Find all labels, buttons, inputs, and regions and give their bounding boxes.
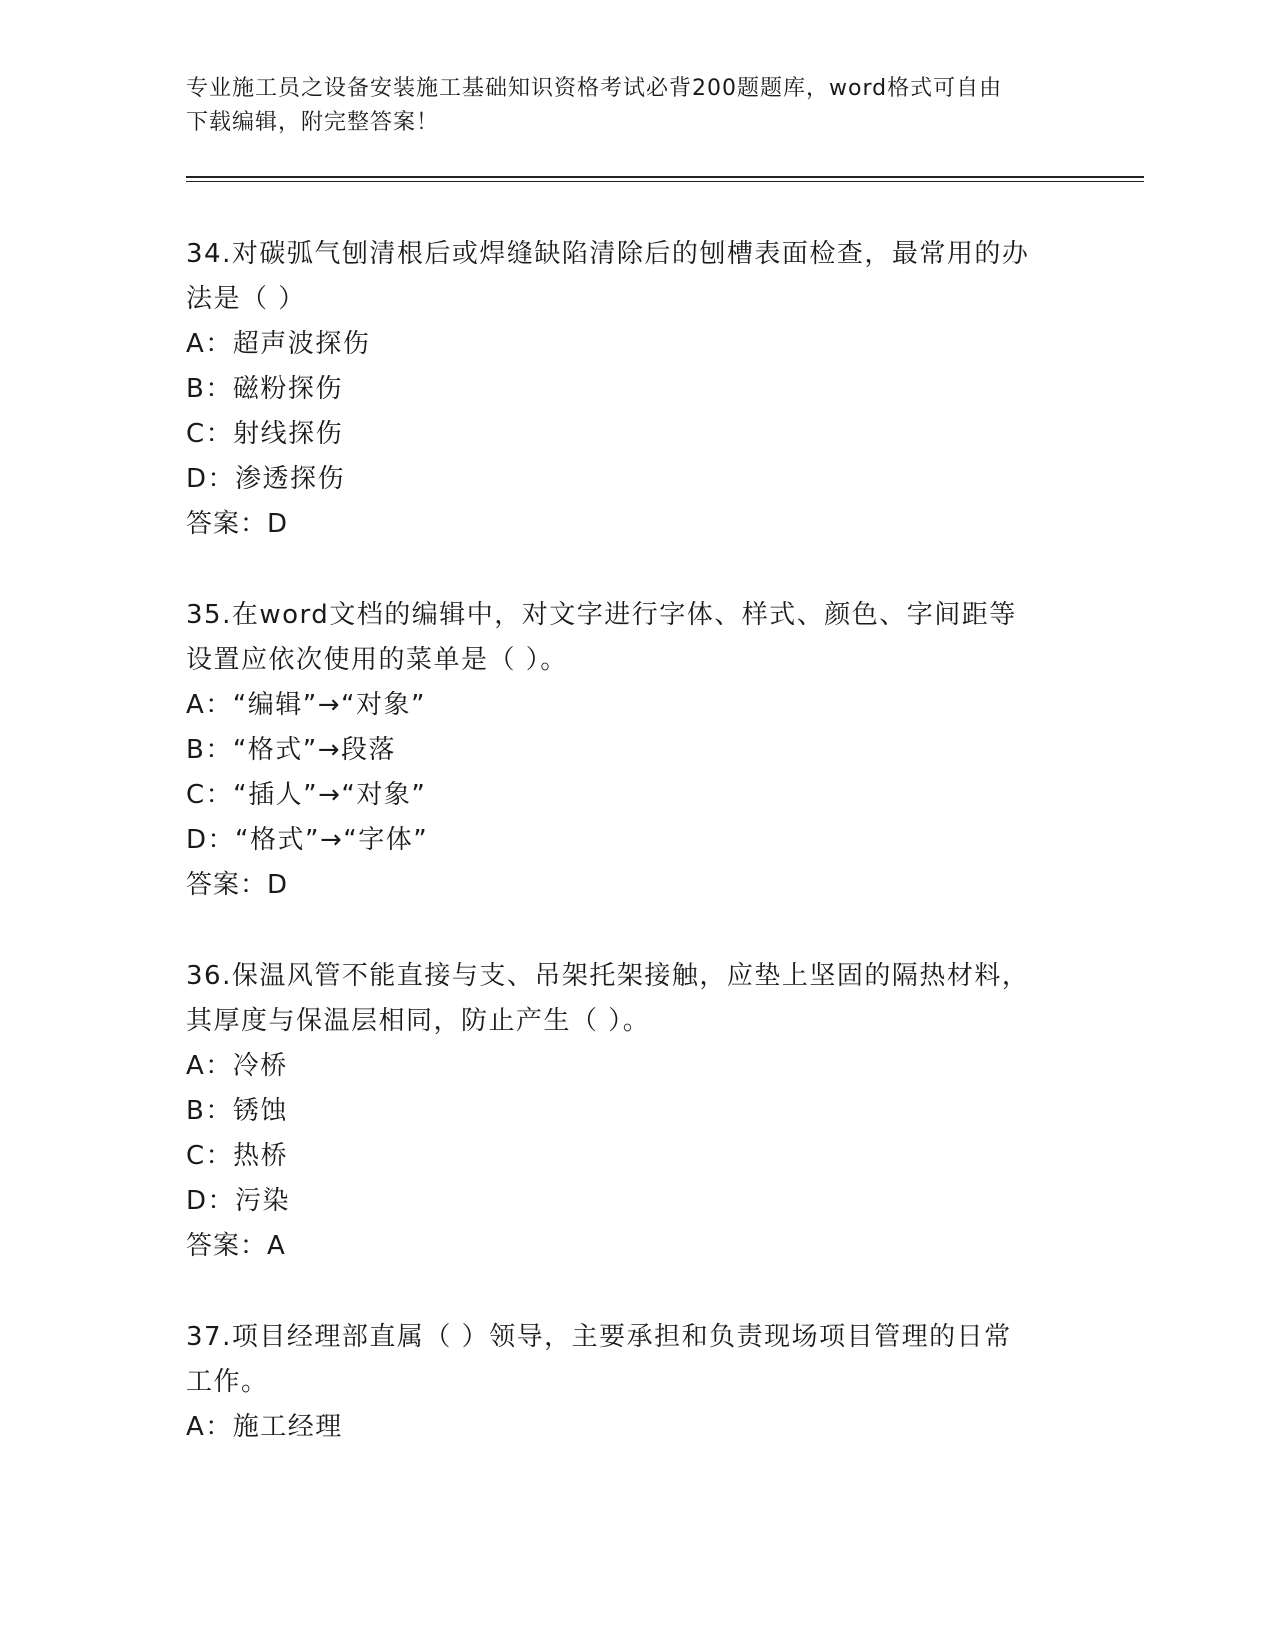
- option-c: C：射线探伤: [186, 419, 344, 449]
- question-34: [186, 232, 1086, 547]
- option-d: D：污染: [186, 1186, 291, 1216]
- question-text-line-2: 法是（ ）: [186, 284, 306, 314]
- option-d: D：渗透探伤: [186, 464, 346, 494]
- option-c: C：热桥: [186, 1141, 289, 1171]
- option-a: A：施工经理: [186, 1412, 343, 1442]
- option-b: B：锈蚀: [186, 1096, 288, 1126]
- option-d: D：“格式”→“字体”: [186, 825, 429, 855]
- option-b: B：“格式”→段落: [186, 735, 397, 765]
- header-line-1: 专业施工员之设备安装施工基础知识资格考试必背200题题库，word格式可自由: [186, 76, 1003, 101]
- question-text-line-1: 34.对碳弧气刨清根后或焊缝缺陷清除后的刨槽表面检查，最常用的办: [186, 239, 1030, 269]
- question-text-line-2: 其厚度与保温层相同，防止产生（ ）。: [186, 1006, 651, 1036]
- answer-text: 答案：A: [186, 1231, 286, 1261]
- header-line-2: 下载编辑，附完整答案！: [186, 110, 440, 135]
- question-list: [186, 232, 1086, 1496]
- option-a: A：冷桥: [186, 1051, 288, 1081]
- document-header: [186, 72, 1066, 140]
- question-text-line-1: 35.在word文档的编辑中，对文字进行字体、样式、颜色、字间距等: [186, 600, 1017, 630]
- answer-text: 答案：D: [186, 509, 289, 539]
- header-divider-thin: [186, 181, 1144, 182]
- option-a: A：超声波探伤: [186, 329, 371, 359]
- question-36: [186, 954, 1086, 1269]
- answer-text: 答案：D: [186, 870, 289, 900]
- question-text-line-1: 36.保温风管不能直接与支、吊架托架接触，应垫上坚固的隔热材料，: [186, 961, 1030, 991]
- question-37: [186, 1315, 1086, 1450]
- question-text-line-2: 设置应依次使用的菜单是（ ）。: [186, 645, 568, 675]
- option-b: B：磁粉探伤: [186, 374, 343, 404]
- question-text-line-2: 工作。: [186, 1367, 269, 1397]
- question-35: [186, 593, 1086, 908]
- question-text-line-1: 37.项目经理部直属（ ）领导，主要承担和负责现场项目管理的日常: [186, 1322, 1012, 1352]
- option-a: A：“编辑”→“对象”: [186, 690, 426, 720]
- header-divider-thick: [186, 176, 1144, 178]
- option-c: C：“插人”→“对象”: [186, 780, 427, 810]
